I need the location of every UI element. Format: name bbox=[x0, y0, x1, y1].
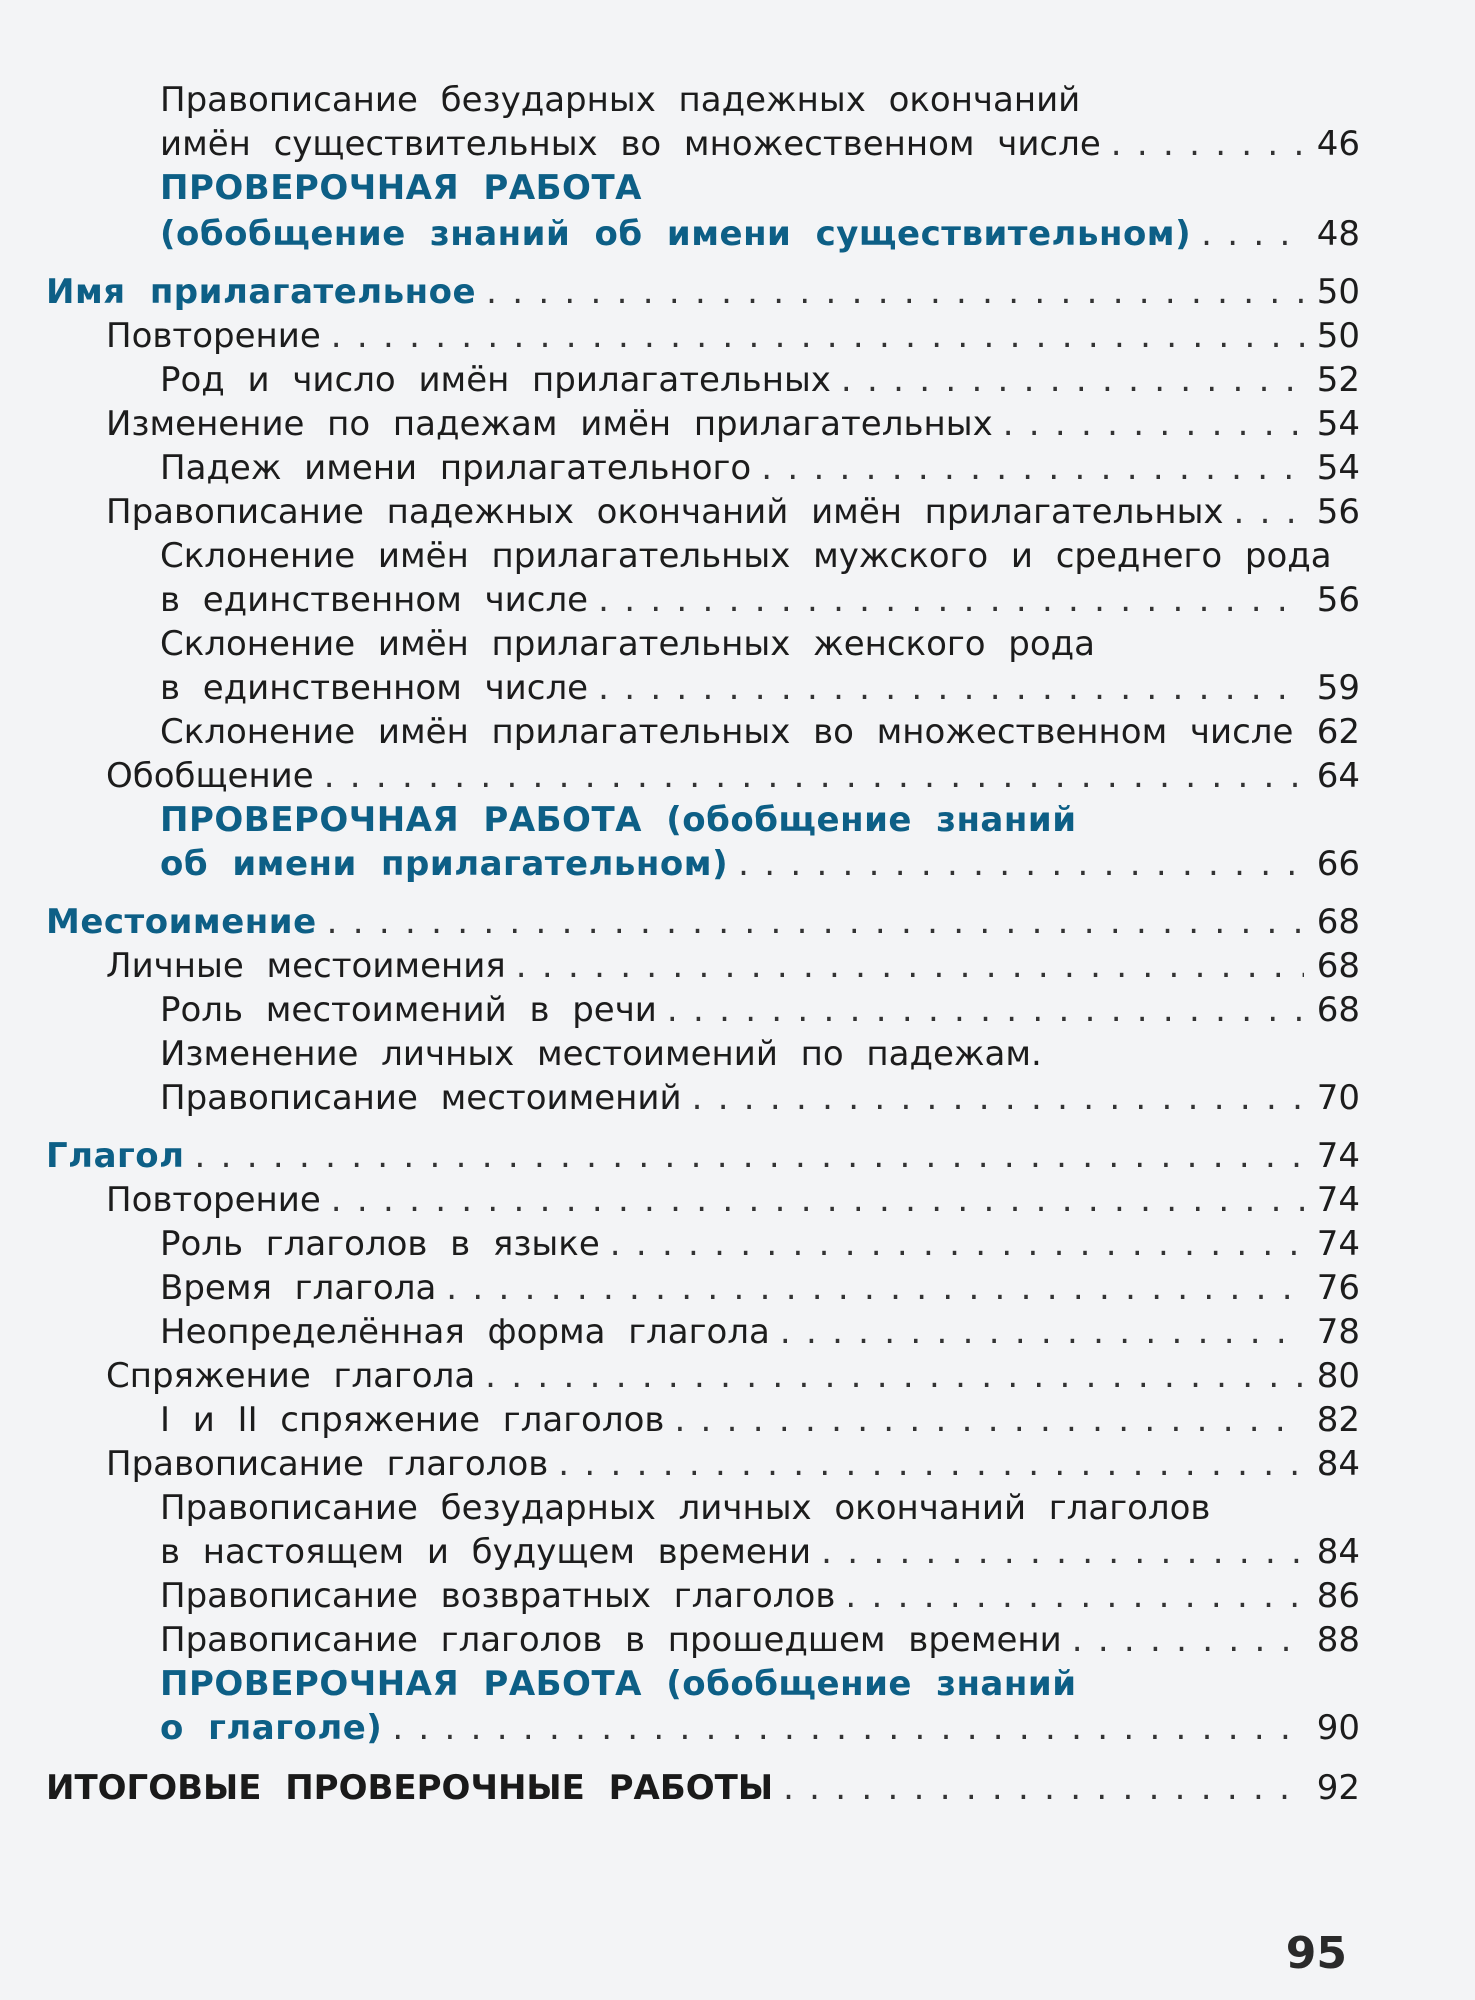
toc-entry bbox=[0, 1266, 1360, 1310]
toc-entry-title: о глаголе) bbox=[160, 1708, 383, 1748]
toc-entry-page: 68 bbox=[1316, 946, 1360, 986]
toc-entry bbox=[0, 270, 1360, 314]
toc-entry bbox=[0, 1222, 1360, 1266]
toc-entry-page: 66 bbox=[1316, 844, 1360, 884]
toc-entry bbox=[0, 490, 1360, 534]
toc-leader-dots bbox=[331, 1178, 1304, 1222]
toc-entry-title: Неопределённая форма глагола bbox=[160, 1312, 770, 1352]
toc-leader-dots bbox=[780, 1310, 1304, 1354]
toc-leader-dots bbox=[667, 988, 1304, 1032]
toc-entry-title: Правописание падежных окончаний имён прилагательных bbox=[106, 492, 1224, 532]
toc-entry-title: Правописание местоимений bbox=[160, 1078, 682, 1118]
toc-entry-title: Склонение имён прилагательных мужского и среднего рода bbox=[160, 536, 1332, 576]
toc-entry-title: Падеж имени прилагательного bbox=[160, 448, 752, 488]
toc-entry bbox=[0, 402, 1360, 446]
toc-entry bbox=[0, 1618, 1360, 1662]
toc-leader-dots bbox=[324, 754, 1304, 798]
toc-entry bbox=[0, 166, 1360, 210]
toc-entry-title: Глагол bbox=[46, 1136, 185, 1176]
toc-entry-title: Изменение по падежам имён прилагательных bbox=[106, 404, 993, 444]
toc-entry-title: ИТОГОВЫЕ ПРОВЕРОЧНЫЕ РАБОТЫ bbox=[46, 1768, 774, 1808]
toc-entry-page: 68 bbox=[1316, 990, 1360, 1030]
toc-entry-page: 82 bbox=[1316, 1400, 1360, 1440]
toc-entry-page: 84 bbox=[1316, 1532, 1360, 1572]
toc-entry-page: 54 bbox=[1316, 448, 1360, 488]
toc-entry-title: Роль глаголов в языке bbox=[160, 1224, 600, 1264]
toc-entry-title: Повторение bbox=[106, 316, 321, 356]
toc-entry-title: Склонение имён прилагательных женского рода bbox=[160, 624, 1095, 664]
toc-leader-dots bbox=[516, 944, 1304, 988]
toc-entry-page: 80 bbox=[1316, 1356, 1360, 1396]
toc-entry-page: 62 bbox=[1316, 712, 1360, 752]
toc-entry-title: Правописание глаголов bbox=[106, 1444, 549, 1484]
toc-entry-title: Обобщение bbox=[106, 756, 314, 796]
toc-entry-title: Правописание безударных падежных окончаний bbox=[160, 80, 1081, 120]
toc-entry-page: 74 bbox=[1316, 1180, 1360, 1220]
toc-entry-title: ПРОВЕРОЧНАЯ РАБОТА (обобщение знаний bbox=[160, 800, 1077, 840]
toc-entry-page: 92 bbox=[1316, 1768, 1360, 1808]
toc-entry-page: 70 bbox=[1316, 1078, 1360, 1118]
toc-entry-page: 88 bbox=[1316, 1620, 1360, 1660]
toc-entry-page: 56 bbox=[1316, 492, 1360, 532]
toc-entry-page: 76 bbox=[1316, 1268, 1360, 1308]
toc-entry bbox=[0, 534, 1360, 578]
toc-entry-page: 64 bbox=[1316, 756, 1360, 796]
toc-entry bbox=[0, 798, 1360, 842]
toc-leader-dots bbox=[761, 446, 1304, 490]
toc-leader-dots bbox=[783, 1766, 1304, 1810]
toc-leader-dots bbox=[610, 1222, 1304, 1266]
toc-leader-dots bbox=[327, 900, 1304, 944]
toc-leader-dots bbox=[486, 270, 1304, 314]
toc-entry-title: Местоимение bbox=[46, 902, 317, 942]
toc-entry-title: в единственном числе bbox=[160, 580, 589, 620]
toc-entry bbox=[0, 212, 1360, 256]
toc-entry-title: в настоящем и будущем времени bbox=[160, 1532, 812, 1572]
toc-leader-dots bbox=[1003, 402, 1304, 446]
toc-entry bbox=[0, 842, 1360, 886]
toc-entry-page: 54 bbox=[1316, 404, 1360, 444]
toc-entry bbox=[0, 1134, 1360, 1178]
toc-entry-title: (обобщение знаний об имени существительном) bbox=[160, 214, 1192, 254]
toc-entry-page: 68 bbox=[1316, 902, 1360, 942]
toc-entry bbox=[0, 1310, 1360, 1354]
page-number: 95 bbox=[1285, 1928, 1347, 1979]
toc-entry-page: 52 bbox=[1316, 360, 1360, 400]
toc-leader-dots bbox=[1234, 490, 1304, 534]
toc-entry-page: 48 bbox=[1316, 214, 1360, 254]
toc-entry bbox=[0, 122, 1360, 166]
toc-entry bbox=[0, 710, 1360, 754]
toc-entry-title: I и II спряжение глаголов bbox=[160, 1400, 665, 1440]
toc-entry-page: 50 bbox=[1316, 272, 1360, 312]
toc-leader-dots bbox=[558, 1442, 1304, 1486]
toc-entry bbox=[0, 622, 1360, 666]
toc-entry-title: Род и число имён прилагательных bbox=[160, 360, 831, 400]
toc-entry-page: 56 bbox=[1316, 580, 1360, 620]
toc-entry bbox=[0, 1076, 1360, 1120]
toc-entry-page: 74 bbox=[1316, 1136, 1360, 1176]
toc-entry-title: Правописание возвратных глаголов bbox=[160, 1576, 836, 1616]
toc-leader-dots bbox=[598, 578, 1304, 622]
toc-entry-page: 78 bbox=[1316, 1312, 1360, 1352]
toc-entry-title: Правописание глаголов в прошедшем времени bbox=[160, 1620, 1062, 1660]
toc-leader-dots bbox=[598, 666, 1304, 710]
toc-entry-title: Повторение bbox=[106, 1180, 321, 1220]
toc-entry bbox=[0, 1662, 1360, 1706]
toc-leader-dots bbox=[1201, 212, 1304, 256]
toc-leader-dots bbox=[446, 1266, 1304, 1310]
toc-entry-page: 86 bbox=[1316, 1576, 1360, 1616]
toc-entry bbox=[0, 314, 1360, 358]
toc-entry bbox=[0, 1766, 1360, 1810]
toc-entry-title: Склонение имён прилагательных во множественном числе bbox=[160, 712, 1294, 752]
toc-entry bbox=[0, 988, 1360, 1032]
toc-entry-title: Изменение личных местоимений по падежам. bbox=[160, 1034, 1042, 1074]
toc-leader-dots bbox=[1303, 710, 1304, 754]
toc-leader-dots bbox=[841, 358, 1304, 402]
toc-entry-page: 90 bbox=[1316, 1708, 1360, 1748]
toc-entry bbox=[0, 1398, 1360, 1442]
toc-entry-page: 84 bbox=[1316, 1444, 1360, 1484]
toc-entry bbox=[0, 754, 1360, 798]
toc-entry-title: ПРОВЕРОЧНАЯ РАБОТА bbox=[160, 168, 642, 208]
toc-leader-dots bbox=[845, 1574, 1304, 1618]
toc-entry bbox=[0, 1354, 1360, 1398]
toc-entry bbox=[0, 1706, 1360, 1750]
toc-entry-title: ПРОВЕРОЧНАЯ РАБОТА (обобщение знаний bbox=[160, 1664, 1077, 1704]
toc-leader-dots bbox=[1111, 122, 1304, 166]
toc-entry bbox=[0, 900, 1360, 944]
toc-leader-dots bbox=[692, 1076, 1304, 1120]
toc-leader-dots bbox=[485, 1354, 1304, 1398]
toc-entry bbox=[0, 944, 1360, 988]
toc-leader-dots bbox=[331, 314, 1304, 358]
toc-entry bbox=[0, 1574, 1360, 1618]
toc-entry-title: Имя прилагательное bbox=[46, 272, 477, 312]
toc-entry bbox=[0, 1032, 1360, 1076]
toc-entry bbox=[0, 1486, 1360, 1530]
toc-entry-page: 59 bbox=[1316, 668, 1360, 708]
toc-entry-title: имён существительных во множественном числе bbox=[160, 124, 1101, 164]
toc-leader-dots bbox=[1072, 1618, 1304, 1662]
toc-entry bbox=[0, 78, 1360, 122]
toc-entry-title: Время глагола bbox=[160, 1268, 437, 1308]
toc-leader-dots bbox=[392, 1706, 1304, 1750]
toc-entry-page: 46 bbox=[1316, 124, 1360, 164]
toc-entry bbox=[0, 1442, 1360, 1486]
toc-entry bbox=[0, 446, 1360, 490]
toc-leader-dots bbox=[738, 842, 1304, 886]
toc-entry bbox=[0, 1178, 1360, 1222]
toc-entry bbox=[0, 578, 1360, 622]
toc-entry-title: Спряжение глагола bbox=[106, 1356, 476, 1396]
toc-entry bbox=[0, 1530, 1360, 1574]
toc-entry-title: Роль местоимений в речи bbox=[160, 990, 657, 1030]
toc-leader-dots bbox=[674, 1398, 1304, 1442]
toc-entry-title: в единственном числе bbox=[160, 668, 589, 708]
toc-entry-title: Правописание безударных личных окончаний глаголов bbox=[160, 1488, 1211, 1528]
toc-leader-dots bbox=[195, 1134, 1304, 1178]
toc-entry-title: Личные местоимения bbox=[106, 946, 506, 986]
toc-entry bbox=[0, 666, 1360, 710]
toc-entry-page: 50 bbox=[1316, 316, 1360, 356]
toc-entry bbox=[0, 358, 1360, 402]
toc-entry-page: 74 bbox=[1316, 1224, 1360, 1264]
toc-leader-dots bbox=[821, 1530, 1304, 1574]
toc-entry-title: об имени прилагательном) bbox=[160, 844, 729, 884]
